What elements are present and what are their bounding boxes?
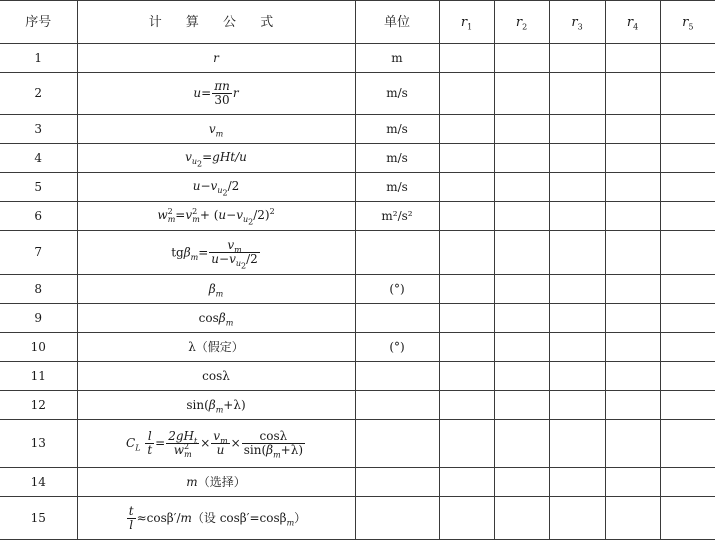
value-cell [660,44,715,73]
value-cell [439,391,494,420]
value-cell [549,173,605,202]
unit-cell [355,468,439,497]
formula-cell: m（选择） [77,468,355,497]
seq-cell: 5 [0,173,77,202]
header-row [0,1,715,44]
value-cell [439,44,494,73]
value-cell [494,497,549,540]
unit-cell [355,391,439,420]
value-cell [549,304,605,333]
table-row [0,497,715,540]
value-cell [549,362,605,391]
formula-cell: tgβ$_m$= $\frac{v_m}{u-v_{u_2}/2}$ [77,231,355,275]
value-cell [494,362,549,391]
value-cell [494,391,549,420]
seq-cell: 14 [0,468,77,497]
value-cell [605,115,660,144]
value-cell [494,275,549,304]
formula-cell: u= $\frac{\pi n}{30}$ r [77,73,355,115]
seq-cell: 1 [0,44,77,73]
unit-cell: m/s [355,173,439,202]
value-cell [494,173,549,202]
header-r5: $r_5$ [660,1,715,44]
value-cell [439,202,494,231]
table-row [0,420,715,468]
value-cell [494,73,549,115]
seq-cell: 9 [0,304,77,333]
value-cell [494,44,549,73]
table-row [0,333,715,362]
table-row [0,44,715,73]
value-cell [605,44,660,73]
value-cell [439,173,494,202]
table-row [0,231,715,275]
header-r4: $r_4$ [605,1,660,44]
value-cell [494,304,549,333]
unit-cell: (°) [355,275,439,304]
header-unit: 单位 [355,1,439,44]
value-cell [549,144,605,173]
formula-cell: $\beta_m$ [77,275,355,304]
unit-cell: m/s [355,115,439,144]
table-row [0,275,715,304]
value-cell [549,420,605,468]
formula-cell: $\sin(\beta_m+\lambda)$ [77,391,355,420]
header-formula [77,1,355,44]
unit-cell [355,304,439,333]
value-cell [605,333,660,362]
value-cell [605,144,660,173]
seq-cell: 11 [0,362,77,391]
unit-cell [355,420,439,468]
unit-cell: m/s [355,73,439,115]
value-cell [549,333,605,362]
value-cell [605,173,660,202]
value-cell [439,420,494,468]
value-cell [494,144,549,173]
formula-cell: r [77,44,355,73]
value-cell [439,275,494,304]
header-seq: 序号 [0,1,77,44]
table-row [0,362,715,391]
unit-cell: m/s [355,144,439,173]
table-row [0,115,715,144]
unit-cell: (°) [355,333,439,362]
value-cell [439,144,494,173]
value-cell [605,275,660,304]
value-cell [439,468,494,497]
seq-cell: 6 [0,202,77,231]
value-cell [605,231,660,275]
seq-cell: 15 [0,497,77,540]
formula-cell: cosλ [77,362,355,391]
value-cell [494,468,549,497]
formula-cell: $C_L$ $\frac{l}{t}$ = $\frac{2gH_t}{w^2_m}$ × $\frac{v_m}{u}$ × $\frac{\cos\lambda}{\sin(\beta_m+\lambda)}$ [77,420,355,468]
value-cell [549,115,605,144]
value-cell [439,73,494,115]
value-cell [660,73,715,115]
formula-cell: λ（假定） [77,333,355,362]
formula-cell: cosβ$_m$ [77,304,355,333]
table-row [0,468,715,497]
value-cell [660,173,715,202]
formula-cell: $w^2_m=v^2_m+ (u-v_{u_2}/2)^2$ [77,202,355,231]
unit-cell [355,497,439,540]
header-r1: $r_1$ [439,1,494,44]
value-cell [605,73,660,115]
unit-cell [355,231,439,275]
value-cell [605,420,660,468]
value-cell [605,391,660,420]
value-cell [549,497,605,540]
value-cell [549,275,605,304]
value-cell [660,115,715,144]
value-cell [605,497,660,540]
value-cell [439,231,494,275]
formula-cell: $\frac{t}{l}$ ≈cosβ′/m（设 cosβ′=cosβ$_m$） [77,497,355,540]
seq-cell: 7 [0,231,77,275]
unit-cell: m [355,44,439,73]
value-cell [494,202,549,231]
value-cell [439,333,494,362]
value-cell [605,304,660,333]
formula-cell: $v_{u_2}=gHt/u$ [77,144,355,173]
value-cell [439,362,494,391]
unit-cell: m²/s² [355,202,439,231]
seq-cell: 12 [0,391,77,420]
value-cell [549,391,605,420]
value-cell [549,73,605,115]
value-cell [660,304,715,333]
value-cell [494,333,549,362]
table-row [0,73,715,115]
value-cell [660,497,715,540]
value-cell [494,115,549,144]
value-cell [605,202,660,231]
value-cell [605,362,660,391]
formula-cell: $v_m$ [77,115,355,144]
value-cell [660,468,715,497]
value-cell [605,468,660,497]
value-cell [549,231,605,275]
seq-cell: 13 [0,420,77,468]
header-r2: $r_2$ [494,1,549,44]
value-cell [660,333,715,362]
table-row [0,144,715,173]
value-cell [494,420,549,468]
value-cell [439,304,494,333]
value-cell [494,231,549,275]
value-cell [660,231,715,275]
value-cell [660,420,715,468]
seq-cell: 4 [0,144,77,173]
value-cell [660,202,715,231]
value-cell [439,497,494,540]
value-cell [549,468,605,497]
seq-cell: 8 [0,275,77,304]
value-cell [439,115,494,144]
table-row [0,173,715,202]
value-cell [660,391,715,420]
header-r3: $r_3$ [549,1,605,44]
formula-cell: $u-v_{u_2}/2$ [77,173,355,202]
seq-cell: 2 [0,73,77,115]
seq-cell: 3 [0,115,77,144]
value-cell [549,44,605,73]
value-cell [660,275,715,304]
header-formula-label: 计 算 公 式 [148,14,284,30]
value-cell [660,144,715,173]
table-row [0,304,715,333]
seq-cell: 10 [0,333,77,362]
unit-cell [355,362,439,391]
table-row [0,202,715,231]
table-row [0,391,715,420]
value-cell [660,362,715,391]
value-cell [549,202,605,231]
